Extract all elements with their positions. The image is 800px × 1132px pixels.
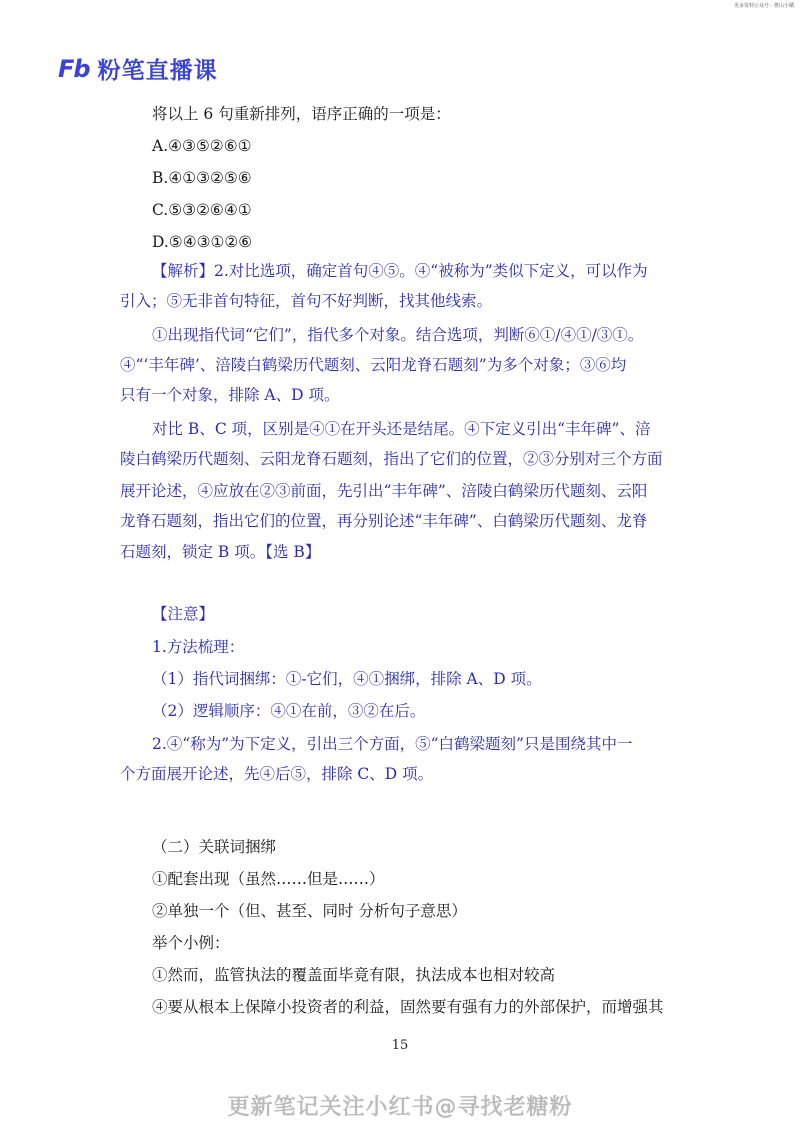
logo-name: 粉笔直播课 xyxy=(97,58,218,84)
question-stem: 将以上 6 句重新排列，语序正确的一项是： xyxy=(152,105,451,123)
analysis-line: 引入；⑤无非首句特征，首句不好判断，找其他线索。 xyxy=(120,292,493,310)
section-line: ②单独一个（但、甚至、同时 分析句子意思） xyxy=(152,902,467,920)
section-line: ①然而，监管执法的覆盖面毕竟有限，执法成本也相对较高 xyxy=(152,966,556,984)
analysis-line: 只有一个对象，排除 A、D 项。 xyxy=(120,386,340,404)
section-line: ④要从根本上保障小投资者的利益，固然要有强有力的外部保护，而增强其 xyxy=(152,998,664,1016)
note-line: 1.方法梳理： xyxy=(152,638,245,656)
analysis-line: ①出现指代词“它们”，指代多个对象。结合选项，判断⑥①/④①/③①。 xyxy=(152,326,644,344)
option-c: C.⑤③②⑥④① xyxy=(152,201,252,219)
analysis-line: 陵白鹤梁历代题刻、云阳龙脊石题刻，指出了它们的位置，②③分别对三个方面 xyxy=(120,450,663,468)
section-line: 举个小例： xyxy=(152,934,230,952)
note-line: （1）指代词捆绑：①-它们，④①捆绑，排除 A、D 项。 xyxy=(152,670,542,688)
section-heading: （二）关联词捆绑 xyxy=(152,838,277,856)
analysis-line: ④“‘丰年碑’、涪陵白鹤梁历代题刻、云阳龙脊石题刻”为多个对象；③⑥均 xyxy=(120,356,627,374)
note-line: 个方面展开论述，先④后⑤，排除 C、D 项。 xyxy=(120,765,434,783)
top-note: 更多资料公众号：橙山小橘 xyxy=(733,3,794,9)
analysis-line: 龙脊石题刻，指出它们的位置，再分别论述“丰年碑”、白鹤梁历代题刻、龙脊 xyxy=(120,512,648,530)
option-d: D.⑤④③①②⑥ xyxy=(152,233,253,251)
option-a: A.④③⑤②⑥① xyxy=(152,137,252,155)
footer-watermark: 更新笔记关注小红书@寻找老糖粉 xyxy=(227,1095,573,1120)
analysis-line: 对比 B、C 项，区别是④①在开头还是结尾。④下定义引出“丰年碑”、涪 xyxy=(152,420,651,438)
option-b: B.④①③②⑤⑥ xyxy=(152,169,252,187)
analysis-line: 【解析】2.对比选项，确定首句④⑤。④“被称为”类似下定义，可以作为 xyxy=(152,262,648,280)
logo-mark: Fb xyxy=(58,54,90,83)
section-line: ①配套出现（虽然……但是……） xyxy=(152,870,385,888)
note-line: （2）逻辑顺序：④①在前，③②在后。 xyxy=(152,702,426,720)
analysis-line: 石题刻，锁定 B 项。【选 B】 xyxy=(120,543,321,561)
analysis-line: 展开论述，④应放在②③前面，先引出“丰年碑”、涪陵白鹤梁历代题刻、云阳 xyxy=(120,482,648,500)
note-line: 2.④“称为”为下定义，引出三个方面，⑤“白鹤梁题刻”只是围绕其中一 xyxy=(152,735,633,753)
page-number: 15 xyxy=(391,1038,409,1053)
note-heading: 【注意】 xyxy=(152,605,215,623)
brand-logo xyxy=(58,52,218,85)
